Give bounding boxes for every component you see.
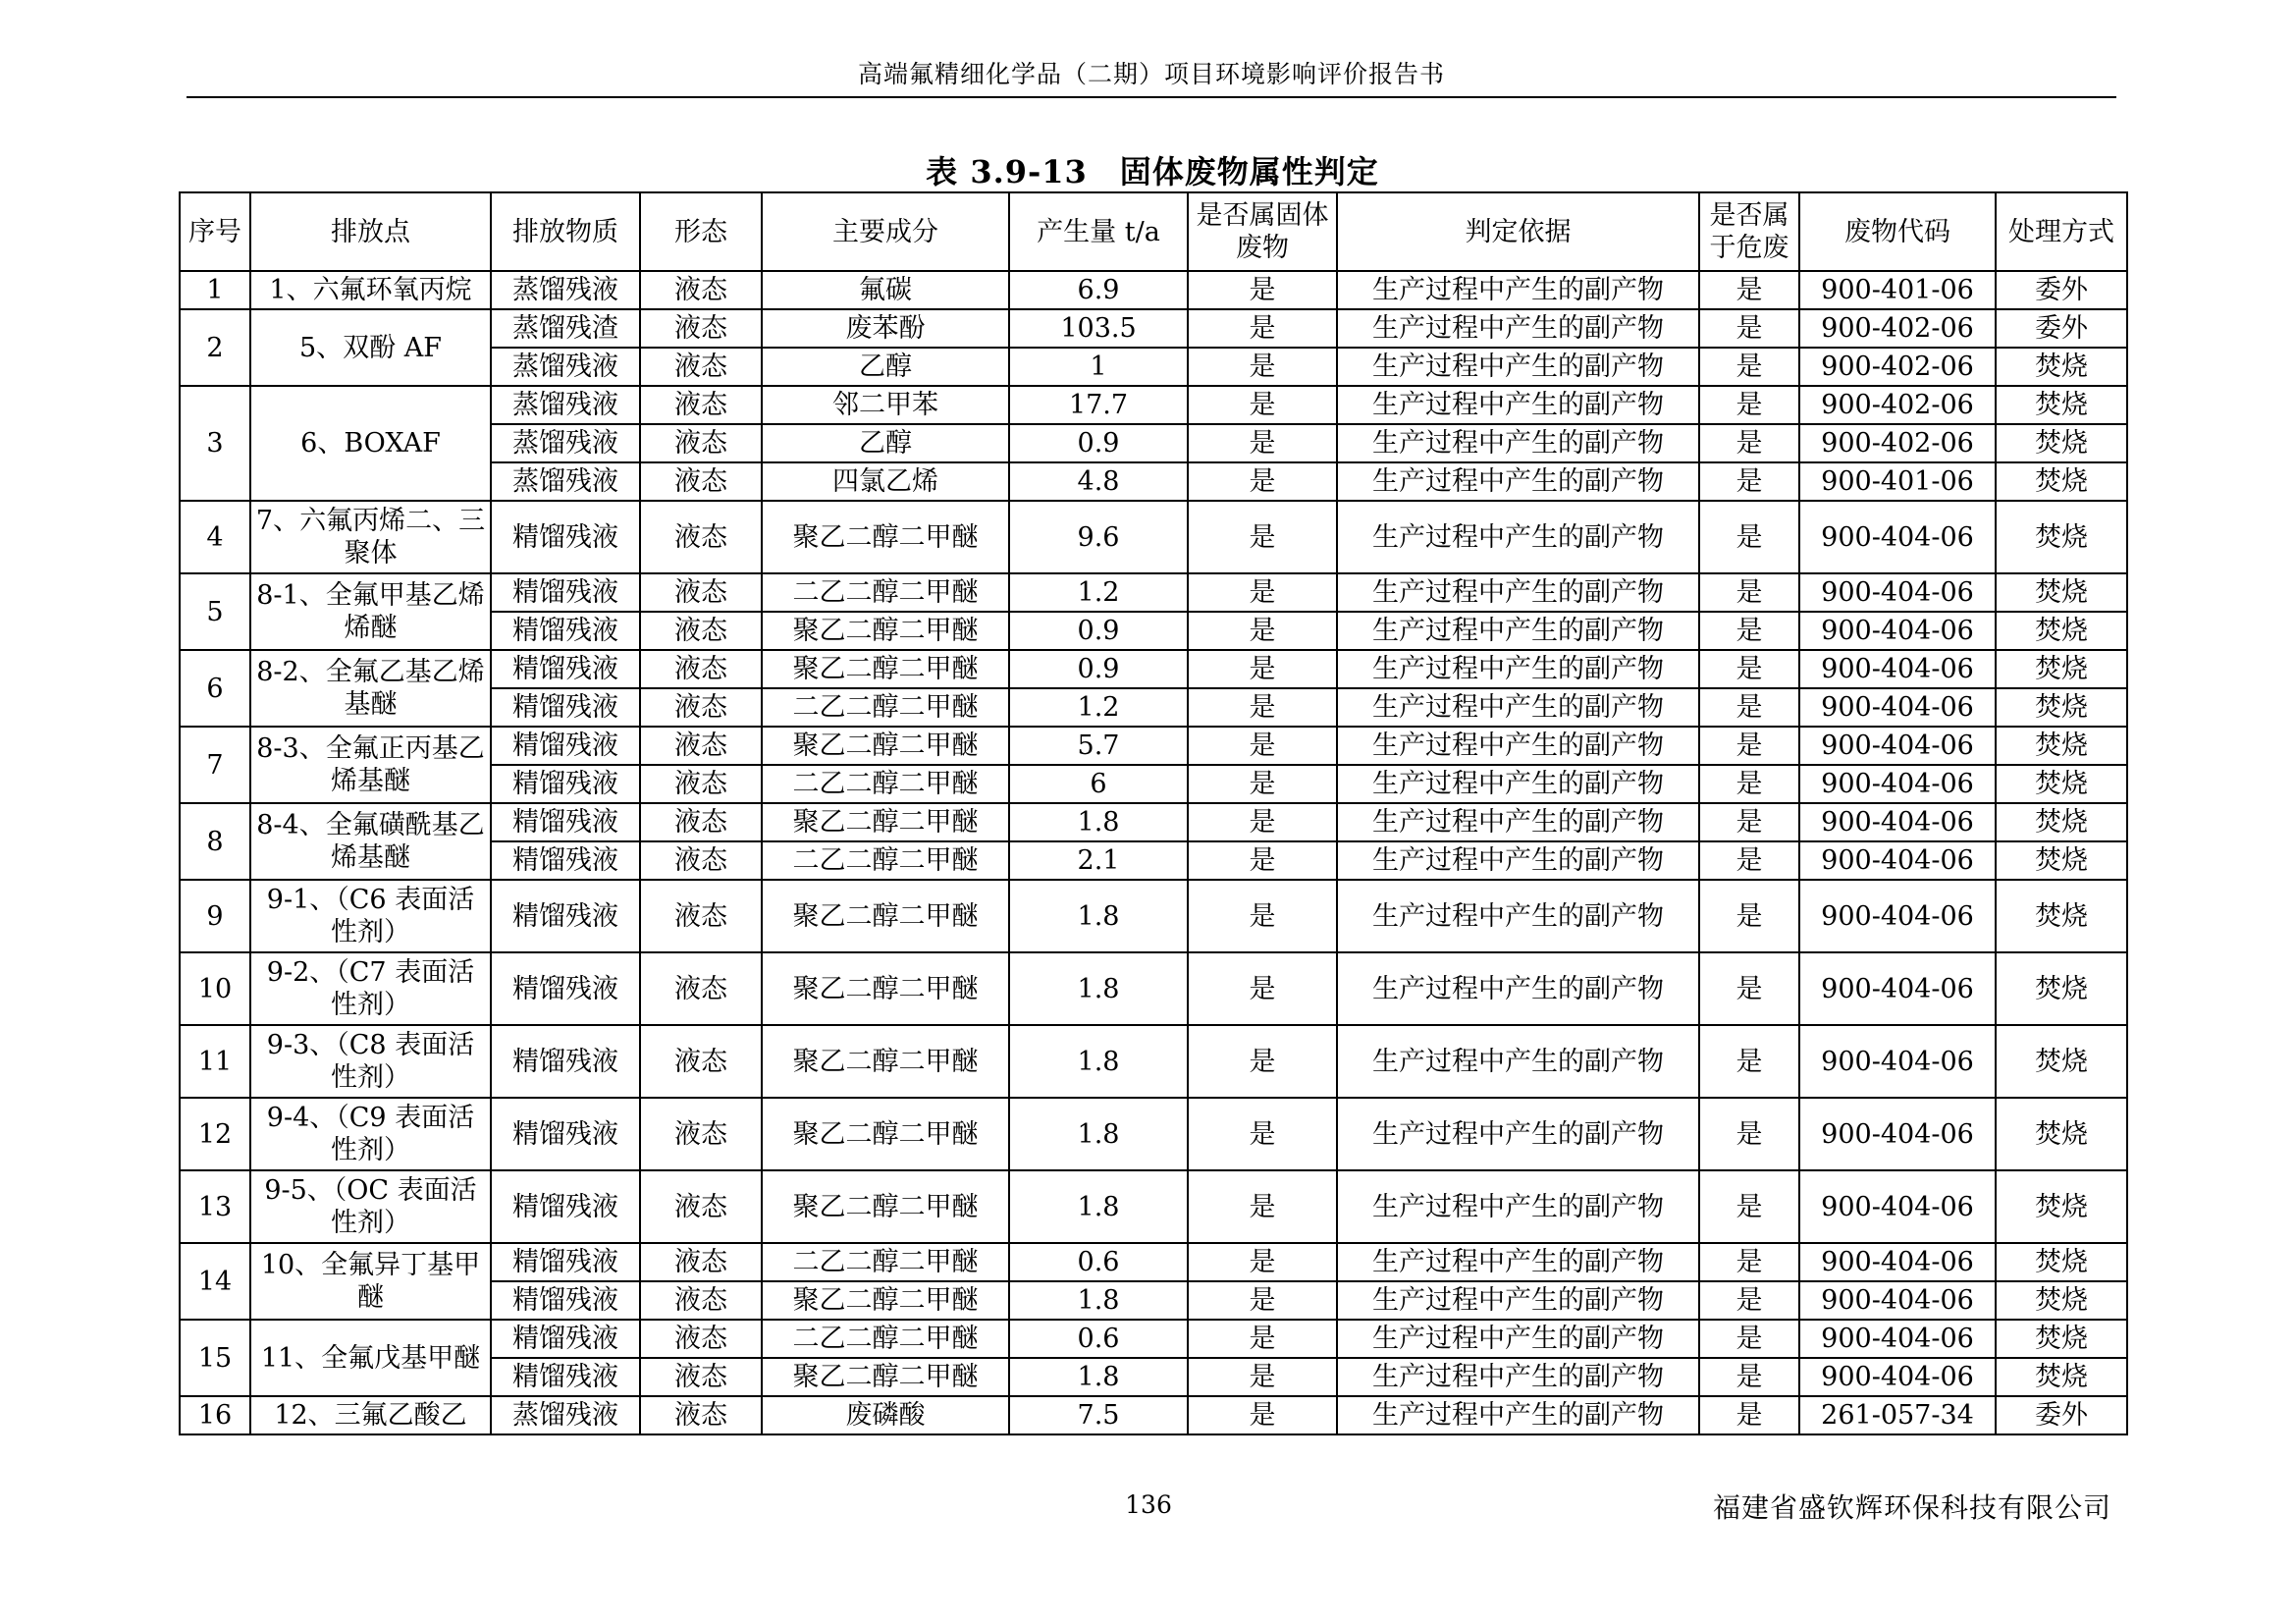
solid-cell: 是 [1188,727,1337,765]
table-row [180,309,2127,348]
column-header: 排放物质 [491,192,640,271]
state-cell: 液态 [640,309,762,348]
component-cell: 二乙二醇二甲醚 [762,765,1009,803]
table-row [180,803,2127,841]
hazardous-cell: 是 [1699,501,1799,573]
basis-cell: 生产过程中产生的副产物 [1337,1170,1699,1243]
table-row [180,1025,2127,1098]
substance-cell: 蒸馏残液 [491,348,640,386]
disposal-cell: 委外 [1996,271,2127,309]
code-cell: 900-404-06 [1799,803,1996,841]
component-cell: 聚乙二醇二甲醚 [762,1025,1009,1098]
state-cell: 液态 [640,271,762,309]
substance-cell: 蒸馏残液 [491,424,640,462]
serial-number-cell: 4 [180,501,250,573]
code-cell: 900-404-06 [1799,1281,1996,1320]
solid-cell: 是 [1188,1281,1337,1320]
state-cell: 液态 [640,650,762,688]
amount-cell: 0.6 [1009,1243,1188,1281]
basis-cell: 生产过程中产生的副产物 [1337,1243,1699,1281]
table-row [180,650,2127,688]
state-cell: 液态 [640,1098,762,1170]
serial-number-cell: 15 [180,1320,250,1396]
hazardous-cell: 是 [1699,1243,1799,1281]
disposal-cell: 焚烧 [1996,727,2127,765]
component-cell: 二乙二醇二甲醚 [762,573,1009,612]
substance-cell: 精馏残液 [491,1281,640,1320]
component-cell: 氟碳 [762,271,1009,309]
state-cell: 液态 [640,1320,762,1358]
solid-cell: 是 [1188,1098,1337,1170]
disposal-cell: 焚烧 [1996,765,2127,803]
component-cell: 聚乙二醇二甲醚 [762,501,1009,573]
substance-cell: 蒸馏残渣 [491,309,640,348]
company-name: 福建省盛钦辉环保科技有限公司 [1712,1491,2111,1524]
substance-cell: 蒸馏残液 [491,1396,640,1434]
state-cell: 液态 [640,765,762,803]
disposal-cell: 焚烧 [1996,880,2127,952]
hazardous-cell: 是 [1699,1025,1799,1098]
state-cell: 液态 [640,1170,762,1243]
amount-cell: 1.8 [1009,880,1188,952]
code-cell: 900-404-06 [1799,501,1996,573]
state-cell: 液态 [640,1358,762,1396]
state-cell: 液态 [640,1243,762,1281]
component-cell: 聚乙二醇二甲醚 [762,650,1009,688]
code-cell: 900-401-06 [1799,271,1996,309]
column-header: 序号 [180,192,250,271]
hazardous-cell: 是 [1699,841,1799,880]
hazardous-cell: 是 [1699,688,1799,727]
basis-cell: 生产过程中产生的副产物 [1337,386,1699,424]
serial-number-cell: 1 [180,271,250,309]
code-cell: 900-404-06 [1799,612,1996,650]
disposal-cell: 焚烧 [1996,1098,2127,1170]
hazardous-cell: 是 [1699,650,1799,688]
disposal-cell: 焚烧 [1996,688,2127,727]
basis-cell: 生产过程中产生的副产物 [1337,1358,1699,1396]
code-cell: 900-404-06 [1799,841,1996,880]
substance-cell: 精馏残液 [491,1243,640,1281]
amount-cell: 0.9 [1009,612,1188,650]
component-cell: 二乙二醇二甲醚 [762,688,1009,727]
state-cell: 液态 [640,348,762,386]
substance-cell: 精馏残液 [491,1098,640,1170]
serial-number-cell: 16 [180,1396,250,1434]
column-header: 产生量 t/a [1009,192,1188,271]
solid-cell: 是 [1188,309,1337,348]
substance-cell: 蒸馏残液 [491,386,640,424]
component-cell: 聚乙二醇二甲醚 [762,952,1009,1025]
emission-point-cell: 8-4、全氟磺酰基乙烯基醚 [250,803,491,880]
substance-cell: 精馏残液 [491,765,640,803]
table-row [180,880,2127,952]
state-cell: 液态 [640,424,762,462]
table-body [180,271,2127,1434]
disposal-cell: 焚烧 [1996,462,2127,501]
emission-point-cell: 6、BOXAF [250,386,491,501]
basis-cell: 生产过程中产生的副产物 [1337,501,1699,573]
substance-cell: 精馏残液 [491,952,640,1025]
basis-cell: 生产过程中产生的副产物 [1337,1281,1699,1320]
code-cell: 900-404-06 [1799,952,1996,1025]
hazardous-cell: 是 [1699,309,1799,348]
disposal-cell: 焚烧 [1996,386,2127,424]
disposal-cell: 焚烧 [1996,803,2127,841]
code-cell: 900-404-06 [1799,1243,1996,1281]
hazardous-cell: 是 [1699,612,1799,650]
code-cell: 900-404-06 [1799,1098,1996,1170]
state-cell: 液态 [640,727,762,765]
code-cell: 900-404-06 [1799,765,1996,803]
amount-cell: 6.9 [1009,271,1188,309]
basis-cell: 生产过程中产生的副产物 [1337,952,1699,1025]
solid-waste-table [179,191,2128,1435]
code-cell: 900-401-06 [1799,462,1996,501]
serial-number-cell: 9 [180,880,250,952]
hazardous-cell: 是 [1699,803,1799,841]
amount-cell: 1.8 [1009,1025,1188,1098]
substance-cell: 精馏残液 [491,612,640,650]
column-header: 是否属于危废 [1699,192,1799,271]
solid-cell: 是 [1188,348,1337,386]
component-cell: 二乙二醇二甲醚 [762,1243,1009,1281]
hazardous-cell: 是 [1699,1320,1799,1358]
column-header: 排放点 [250,192,491,271]
amount-cell: 4.8 [1009,462,1188,501]
column-header: 判定依据 [1337,192,1699,271]
amount-cell: 0.9 [1009,424,1188,462]
basis-cell: 生产过程中产生的副产物 [1337,424,1699,462]
serial-number-cell: 14 [180,1243,250,1320]
emission-point-cell: 5、双酚 AF [250,309,491,386]
table-caption: 表 3.9-13 固体废物属性判定 [926,153,1379,190]
column-header: 废物代码 [1799,192,1996,271]
state-cell: 液态 [640,1025,762,1098]
disposal-cell: 焚烧 [1996,952,2127,1025]
basis-cell: 生产过程中产生的副产物 [1337,1396,1699,1434]
substance-cell: 精馏残液 [491,1320,640,1358]
state-cell: 液态 [640,573,762,612]
basis-cell: 生产过程中产生的副产物 [1337,727,1699,765]
component-cell: 聚乙二醇二甲醚 [762,880,1009,952]
state-cell: 液态 [640,1396,762,1434]
hazardous-cell: 是 [1699,765,1799,803]
state-cell: 液态 [640,841,762,880]
emission-point-cell: 7、六氟丙烯二、三聚体 [250,501,491,573]
amount-cell: 1.2 [1009,573,1188,612]
amount-cell: 1.8 [1009,1170,1188,1243]
solid-cell: 是 [1188,386,1337,424]
column-header: 是否属固体废物 [1188,192,1337,271]
solid-cell: 是 [1188,424,1337,462]
basis-cell: 生产过程中产生的副产物 [1337,688,1699,727]
code-cell: 261-057-34 [1799,1396,1996,1434]
hazardous-cell: 是 [1699,424,1799,462]
column-header: 形态 [640,192,762,271]
basis-cell: 生产过程中产生的副产物 [1337,765,1699,803]
basis-cell: 生产过程中产生的副产物 [1337,1320,1699,1358]
table-header-row [180,192,2127,271]
table-row [180,1098,2127,1170]
hazardous-cell: 是 [1699,952,1799,1025]
table-container [179,191,2126,1435]
substance-cell: 精馏残液 [491,880,640,952]
disposal-cell: 焚烧 [1996,1281,2127,1320]
solid-cell: 是 [1188,650,1337,688]
hazardous-cell: 是 [1699,348,1799,386]
component-cell: 二乙二醇二甲醚 [762,1320,1009,1358]
serial-number-cell: 12 [180,1098,250,1170]
emission-point-cell: 8-1、全氟甲基乙烯烯醚 [250,573,491,650]
component-cell: 聚乙二醇二甲醚 [762,803,1009,841]
disposal-cell: 委外 [1996,309,2127,348]
amount-cell: 0.6 [1009,1320,1188,1358]
disposal-cell: 焚烧 [1996,501,2127,573]
substance-cell: 精馏残液 [491,573,640,612]
substance-cell: 蒸馏残液 [491,462,640,501]
solid-cell: 是 [1188,765,1337,803]
state-cell: 液态 [640,952,762,1025]
amount-cell: 2.1 [1009,841,1188,880]
component-cell: 二乙二醇二甲醚 [762,841,1009,880]
component-cell: 聚乙二醇二甲醚 [762,612,1009,650]
substance-cell: 精馏残液 [491,1170,640,1243]
substance-cell: 精馏残液 [491,841,640,880]
code-cell: 900-404-06 [1799,688,1996,727]
solid-cell: 是 [1188,612,1337,650]
serial-number-cell: 5 [180,573,250,650]
substance-cell: 精馏残液 [491,650,640,688]
disposal-cell: 焚烧 [1996,573,2127,612]
state-cell: 液态 [640,803,762,841]
component-cell: 聚乙二醇二甲醚 [762,1170,1009,1243]
solid-cell: 是 [1188,803,1337,841]
amount-cell: 17.7 [1009,386,1188,424]
amount-cell: 103.5 [1009,309,1188,348]
solid-cell: 是 [1188,1396,1337,1434]
hazardous-cell: 是 [1699,271,1799,309]
substance-cell: 精馏残液 [491,501,640,573]
substance-cell: 精馏残液 [491,727,640,765]
basis-cell: 生产过程中产生的副产物 [1337,462,1699,501]
column-header: 主要成分 [762,192,1009,271]
solid-cell: 是 [1188,1025,1337,1098]
component-cell: 乙醇 [762,424,1009,462]
basis-cell: 生产过程中产生的副产物 [1337,1025,1699,1098]
state-cell: 液态 [640,386,762,424]
substance-cell: 精馏残液 [491,803,640,841]
state-cell: 液态 [640,462,762,501]
document-header: 高端氟精细化学品（二期）项目环境影响评价报告书 [857,60,1445,88]
hazardous-cell: 是 [1699,1098,1799,1170]
disposal-cell: 焚烧 [1996,1025,2127,1098]
code-cell: 900-402-06 [1799,424,1996,462]
amount-cell: 1.2 [1009,688,1188,727]
basis-cell: 生产过程中产生的副产物 [1337,573,1699,612]
state-cell: 液态 [640,612,762,650]
solid-cell: 是 [1188,271,1337,309]
state-cell: 液态 [640,880,762,952]
code-cell: 900-404-06 [1799,650,1996,688]
disposal-cell: 焚烧 [1996,650,2127,688]
amount-cell: 6 [1009,765,1188,803]
solid-cell: 是 [1188,1243,1337,1281]
solid-cell: 是 [1188,1170,1337,1243]
amount-cell: 9.6 [1009,501,1188,573]
table-row [180,1243,2127,1281]
code-cell: 900-402-06 [1799,386,1996,424]
serial-number-cell: 13 [180,1170,250,1243]
table-row [180,573,2127,612]
substance-cell: 精馏残液 [491,688,640,727]
code-cell: 900-404-06 [1799,880,1996,952]
solid-cell: 是 [1188,1358,1337,1396]
basis-cell: 生产过程中产生的副产物 [1337,841,1699,880]
amount-cell: 5.7 [1009,727,1188,765]
solid-cell: 是 [1188,952,1337,1025]
emission-point-cell: 8-2、全氟乙基乙烯基醚 [250,650,491,727]
disposal-cell: 焚烧 [1996,424,2127,462]
solid-cell: 是 [1188,688,1337,727]
emission-point-cell: 8-3、全氟正丙基乙烯基醚 [250,727,491,803]
table-row [180,386,2127,424]
component-cell: 废苯酚 [762,309,1009,348]
disposal-cell: 焚烧 [1996,1243,2127,1281]
amount-cell: 0.9 [1009,650,1188,688]
emission-point-cell: 12、三氟乙酸乙 [250,1396,491,1434]
basis-cell: 生产过程中产生的副产物 [1337,1098,1699,1170]
basis-cell: 生产过程中产生的副产物 [1337,348,1699,386]
table-row [180,727,2127,765]
hazardous-cell: 是 [1699,1281,1799,1320]
component-cell: 乙醇 [762,348,1009,386]
basis-cell: 生产过程中产生的副产物 [1337,880,1699,952]
disposal-cell: 焚烧 [1996,348,2127,386]
page-number: 136 [1125,1490,1172,1519]
hazardous-cell: 是 [1699,880,1799,952]
state-cell: 液态 [640,501,762,573]
table-row [180,501,2127,573]
state-cell: 液态 [640,1281,762,1320]
solid-cell: 是 [1188,1320,1337,1358]
emission-point-cell: 9-1、（C6 表面活性剂） [250,880,491,952]
amount-cell: 1.8 [1009,1358,1188,1396]
code-cell: 900-404-06 [1799,1170,1996,1243]
substance-cell: 精馏残液 [491,1358,640,1396]
serial-number-cell: 6 [180,650,250,727]
hazardous-cell: 是 [1699,462,1799,501]
amount-cell: 1 [1009,348,1188,386]
serial-number-cell: 2 [180,309,250,386]
header-divider [187,96,2116,98]
hazardous-cell: 是 [1699,573,1799,612]
solid-cell: 是 [1188,462,1337,501]
solid-cell: 是 [1188,573,1337,612]
basis-cell: 生产过程中产生的副产物 [1337,803,1699,841]
disposal-cell: 委外 [1996,1396,2127,1434]
serial-number-cell: 11 [180,1025,250,1098]
component-cell: 废磷酸 [762,1396,1009,1434]
hazardous-cell: 是 [1699,1396,1799,1434]
disposal-cell: 焚烧 [1996,612,2127,650]
emission-point-cell: 10、全氟异丁基甲醚 [250,1243,491,1320]
table-row [180,1396,2127,1434]
amount-cell: 1.8 [1009,952,1188,1025]
disposal-cell: 焚烧 [1996,1358,2127,1396]
component-cell: 聚乙二醇二甲醚 [762,727,1009,765]
state-cell: 液态 [640,688,762,727]
code-cell: 900-404-06 [1799,1320,1996,1358]
amount-cell: 1.8 [1009,803,1188,841]
emission-point-cell: 9-5、（OC 表面活性剂） [250,1170,491,1243]
serial-number-cell: 10 [180,952,250,1025]
amount-cell: 7.5 [1009,1396,1188,1434]
hazardous-cell: 是 [1699,1170,1799,1243]
hazardous-cell: 是 [1699,386,1799,424]
table-row [180,1170,2127,1243]
amount-cell: 1.8 [1009,1098,1188,1170]
serial-number-cell: 8 [180,803,250,880]
solid-cell: 是 [1188,880,1337,952]
disposal-cell: 焚烧 [1996,1320,2127,1358]
basis-cell: 生产过程中产生的副产物 [1337,271,1699,309]
table-row [180,952,2127,1025]
hazardous-cell: 是 [1699,727,1799,765]
component-cell: 邻二甲苯 [762,386,1009,424]
component-cell: 聚乙二醇二甲醚 [762,1358,1009,1396]
table-row [180,271,2127,309]
component-cell: 聚乙二醇二甲醚 [762,1098,1009,1170]
basis-cell: 生产过程中产生的副产物 [1337,612,1699,650]
serial-number-cell: 7 [180,727,250,803]
disposal-cell: 焚烧 [1996,1170,2127,1243]
code-cell: 900-404-06 [1799,727,1996,765]
hazardous-cell: 是 [1699,1358,1799,1396]
emission-point-cell: 1、六氟环氧丙烷 [250,271,491,309]
component-cell: 聚乙二醇二甲醚 [762,1281,1009,1320]
emission-point-cell: 9-4、（C9 表面活性剂） [250,1098,491,1170]
component-cell: 四氯乙烯 [762,462,1009,501]
basis-cell: 生产过程中产生的副产物 [1337,650,1699,688]
code-cell: 900-404-06 [1799,1358,1996,1396]
solid-cell: 是 [1188,501,1337,573]
emission-point-cell: 9-2、（C7 表面活性剂） [250,952,491,1025]
code-cell: 900-404-06 [1799,1025,1996,1098]
emission-point-cell: 11、全氟戊基甲醚 [250,1320,491,1396]
code-cell: 900-402-06 [1799,348,1996,386]
basis-cell: 生产过程中产生的副产物 [1337,309,1699,348]
table-row [180,1320,2127,1358]
amount-cell: 1.8 [1009,1281,1188,1320]
substance-cell: 精馏残液 [491,1025,640,1098]
code-cell: 900-402-06 [1799,309,1996,348]
disposal-cell: 焚烧 [1996,841,2127,880]
substance-cell: 蒸馏残液 [491,271,640,309]
solid-cell: 是 [1188,841,1337,880]
emission-point-cell: 9-3、（C8 表面活性剂） [250,1025,491,1098]
serial-number-cell: 3 [180,386,250,501]
code-cell: 900-404-06 [1799,573,1996,612]
column-header: 处理方式 [1996,192,2127,271]
